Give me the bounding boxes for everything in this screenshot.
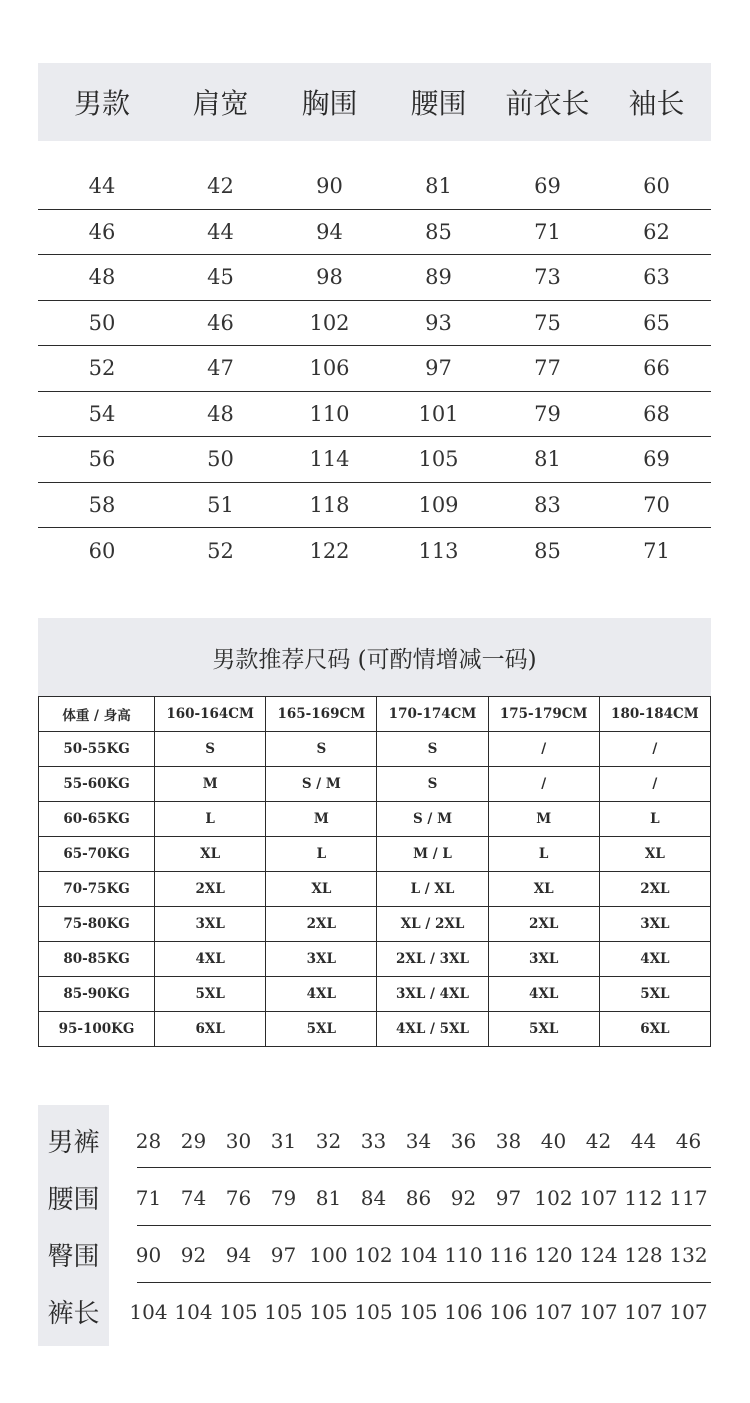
table-cell: 110 [309, 401, 350, 426]
table-cell: 55-60KG [39, 767, 155, 802]
table-cell: 32 [315, 1129, 342, 1153]
table-row [39, 942, 711, 977]
table-cell: 4XL [155, 942, 266, 977]
table-row [126, 1170, 711, 1226]
table-row [38, 210, 711, 256]
table-cell: S [266, 732, 377, 767]
table-row [38, 255, 711, 301]
table-row [38, 301, 711, 347]
table-cell: 2XL [266, 907, 377, 942]
table-cell: 120 [534, 1243, 573, 1267]
mens-table-header-cell: 前衣长 [505, 87, 590, 120]
table-row [39, 767, 711, 802]
table-row [38, 483, 711, 529]
table-cell: 92 [180, 1243, 207, 1267]
table-cell: 65-70KG [39, 837, 155, 872]
mens-table-header-cell: 袖长 [628, 87, 685, 120]
table-cell: 48 [88, 265, 116, 290]
table-cell: 50-55KG [39, 732, 155, 767]
table-cell: 102 [534, 1186, 573, 1210]
table-cell: 31 [270, 1129, 297, 1153]
table-cell: 52 [88, 356, 116, 381]
table-cell: 44 [88, 174, 116, 199]
table-cell: 42 [585, 1129, 612, 1153]
table-cell: 3XL [266, 942, 377, 977]
table-row [39, 1012, 711, 1047]
table-cell: 107 [534, 1300, 573, 1324]
table-cell: 105 [219, 1300, 258, 1324]
table-cell: 3XL [488, 942, 599, 977]
table-cell: 42 [207, 174, 234, 199]
table-cell: 46 [675, 1129, 702, 1153]
table-cell: 66 [643, 356, 670, 381]
mens-table-header-cell: 腰围 [410, 87, 467, 120]
table-cell: L [155, 802, 266, 837]
table-cell: 71 [534, 219, 561, 244]
table-cell: 107 [579, 1186, 618, 1210]
table-cell: 29 [180, 1129, 207, 1153]
table-cell: 5XL [599, 977, 710, 1012]
table-cell: / [599, 732, 710, 767]
table-cell: 30 [225, 1129, 252, 1153]
table-row [39, 872, 711, 907]
table-cell: 5XL [266, 1012, 377, 1047]
table-cell: 56 [88, 447, 116, 472]
table-row [38, 392, 711, 438]
table-cell: / [599, 767, 710, 802]
table-cell: 107 [624, 1300, 663, 1324]
table-cell: 46 [88, 219, 116, 244]
table-cell: M [266, 802, 377, 837]
table-cell: L [599, 802, 710, 837]
table-cell: 90 [135, 1243, 162, 1267]
table-cell: 69 [534, 174, 561, 199]
table-cell: 71 [643, 538, 670, 563]
table-row [38, 437, 711, 483]
table-row [39, 732, 711, 767]
table-cell: 81 [315, 1186, 342, 1210]
table-cell: 70 [643, 492, 670, 517]
table-cell: 132 [669, 1243, 708, 1267]
table-cell: 70-75KG [39, 872, 155, 907]
table-row [38, 346, 711, 392]
table-cell: 79 [534, 401, 561, 426]
table-cell: 86 [405, 1186, 432, 1210]
table-cell: 40 [540, 1129, 567, 1153]
recommend-table-header-row [39, 697, 711, 732]
table-cell: 60 [88, 538, 116, 563]
table-cell: S / M [266, 767, 377, 802]
table-cell: 80-85KG [39, 942, 155, 977]
table-cell: 50 [88, 310, 116, 335]
table-cell: 165-169CM [266, 697, 377, 732]
table-cell: S [377, 767, 488, 802]
table-cell: 84 [360, 1186, 387, 1210]
table-cell: 77 [534, 356, 561, 381]
table-cell: L / XL [377, 872, 488, 907]
pants-row-label: 腰围 [47, 1185, 100, 1215]
table-cell: 116 [489, 1243, 528, 1267]
mens-table-header-cell: 男款 [73, 87, 130, 120]
table-cell: / [488, 732, 599, 767]
table-cell: 体重 / 身高 [39, 697, 155, 732]
table-cell: L [266, 837, 377, 872]
table-cell: 85 [425, 219, 452, 244]
table-cell: 100 [309, 1243, 348, 1267]
table-cell: 2XL [155, 872, 266, 907]
table-cell: 34 [405, 1129, 432, 1153]
table-cell: 107 [579, 1300, 618, 1324]
table-cell: 71 [135, 1186, 162, 1210]
row-divider [137, 1225, 711, 1226]
table-cell: XL [488, 872, 599, 907]
table-cell: 98 [316, 265, 343, 290]
table-cell: 109 [418, 492, 459, 517]
table-cell: 105 [309, 1300, 348, 1324]
table-cell: 2XL / 3XL [377, 942, 488, 977]
table-cell: 33 [360, 1129, 387, 1153]
table-cell: 118 [309, 492, 350, 517]
table-cell: 106 [489, 1300, 528, 1324]
table-cell: M / L [377, 837, 488, 872]
table-cell: 90 [316, 174, 343, 199]
table-cell: 97 [425, 356, 452, 381]
table-cell: 3XL [155, 907, 266, 942]
table-row [39, 907, 711, 942]
table-cell: 58 [88, 492, 116, 517]
table-cell: XL [599, 837, 710, 872]
table-cell: L [488, 837, 599, 872]
table-cell: 48 [207, 401, 234, 426]
table-cell: 65 [643, 310, 670, 335]
table-cell: 2XL [488, 907, 599, 942]
pants-row-label: 臀围 [47, 1242, 100, 1272]
row-divider [137, 1167, 711, 1168]
table-cell: 93 [425, 310, 452, 335]
table-cell: 69 [643, 447, 670, 472]
table-cell: 4XL [488, 977, 599, 1012]
table-cell: S [155, 732, 266, 767]
recommend-table-title: 男款推荐尺码 (可酌情增减一码) [38, 618, 711, 696]
table-cell: 104 [174, 1300, 213, 1324]
table-cell: 51 [207, 492, 234, 517]
table-cell: 50 [207, 447, 234, 472]
table-cell: 54 [88, 401, 116, 426]
table-cell: 6XL [155, 1012, 266, 1047]
table-cell: 36 [450, 1129, 477, 1153]
table-cell: 4XL / 5XL [377, 1012, 488, 1047]
table-cell: 117 [669, 1186, 708, 1210]
table-cell: S [377, 732, 488, 767]
table-cell: 85 [534, 538, 561, 563]
table-cell: 60 [643, 174, 670, 199]
table-row [38, 164, 711, 210]
table-cell: 83 [534, 492, 561, 517]
table-cell: 6XL [599, 1012, 710, 1047]
table-row [38, 528, 711, 574]
table-cell: 44 [630, 1129, 657, 1153]
table-cell: 60-65KG [39, 802, 155, 837]
table-cell: 28 [135, 1129, 162, 1153]
table-cell: 110 [444, 1243, 483, 1267]
table-cell: 105 [264, 1300, 303, 1324]
table-row [126, 1113, 711, 1169]
pants-row-label: 男裤 [47, 1128, 100, 1158]
table-cell: XL [266, 872, 377, 907]
mens-size-table-body [38, 164, 711, 574]
table-cell: 63 [643, 265, 670, 290]
pants-row-label: 裤长 [47, 1299, 100, 1329]
table-cell: 94 [316, 219, 343, 244]
table-cell: 106 [309, 356, 350, 381]
table-cell: 73 [534, 265, 561, 290]
table-cell: 4XL [599, 942, 710, 977]
table-cell: 81 [534, 447, 561, 472]
table-cell: 52 [207, 538, 234, 563]
table-cell: 85-90KG [39, 977, 155, 1012]
table-cell: 46 [207, 310, 234, 335]
table-cell: 112 [624, 1186, 663, 1210]
table-cell: 75-80KG [39, 907, 155, 942]
table-cell: 175-179CM [488, 697, 599, 732]
table-cell: 44 [207, 219, 234, 244]
table-row [39, 977, 711, 1012]
table-cell: S / M [377, 802, 488, 837]
row-divider [137, 1282, 711, 1283]
table-row [39, 837, 711, 872]
table-cell: 107 [669, 1300, 708, 1324]
mens-table-header-cell: 胸围 [301, 87, 358, 120]
table-cell: 76 [225, 1186, 252, 1210]
table-cell: 3XL [599, 907, 710, 942]
table-cell: 102 [309, 310, 350, 335]
table-cell: 105 [418, 447, 459, 472]
table-cell: 101 [418, 401, 459, 426]
table-cell: XL / 2XL [377, 907, 488, 942]
table-cell: 92 [450, 1186, 477, 1210]
table-cell: 45 [207, 265, 234, 290]
table-cell: 114 [309, 447, 350, 472]
table-cell: 79 [270, 1186, 297, 1210]
table-cell: 95-100KG [39, 1012, 155, 1047]
table-cell: 81 [425, 174, 452, 199]
mens-table-header-cell: 肩宽 [192, 87, 249, 120]
table-cell: 5XL [488, 1012, 599, 1047]
table-cell: / [488, 767, 599, 802]
table-cell: 104 [399, 1243, 438, 1267]
table-cell: 4XL [266, 977, 377, 1012]
table-cell: XL [155, 837, 266, 872]
table-cell: 68 [643, 401, 670, 426]
table-cell: M [488, 802, 599, 837]
table-cell: 170-174CM [377, 697, 488, 732]
table-cell: 106 [444, 1300, 483, 1324]
table-cell: 5XL [155, 977, 266, 1012]
table-cell: M [155, 767, 266, 802]
table-cell: 105 [399, 1300, 438, 1324]
table-cell: 2XL [599, 872, 710, 907]
table-cell: 104 [129, 1300, 168, 1324]
table-cell: 89 [425, 265, 452, 290]
table-cell: 124 [579, 1243, 618, 1267]
table-cell: 105 [354, 1300, 393, 1324]
table-cell: 74 [180, 1186, 207, 1210]
table-cell: 75 [534, 310, 561, 335]
table-cell: 160-164CM [155, 697, 266, 732]
table-cell: 102 [354, 1243, 393, 1267]
table-cell: 3XL / 4XL [377, 977, 488, 1012]
table-cell: 38 [495, 1129, 522, 1153]
mens-size-table-header [38, 63, 711, 141]
table-cell: 62 [643, 219, 670, 244]
table-cell: 94 [225, 1243, 252, 1267]
recommend-size-table [38, 696, 711, 1047]
table-cell: 47 [207, 356, 234, 381]
table-cell: 97 [495, 1186, 522, 1210]
table-cell: 180-184CM [599, 697, 710, 732]
table-cell: 97 [270, 1243, 297, 1267]
table-cell: 128 [624, 1243, 663, 1267]
table-row [126, 1227, 711, 1283]
table-cell: 113 [418, 538, 459, 563]
table-row [126, 1284, 711, 1340]
table-cell: 122 [309, 538, 350, 563]
table-row [39, 802, 711, 837]
